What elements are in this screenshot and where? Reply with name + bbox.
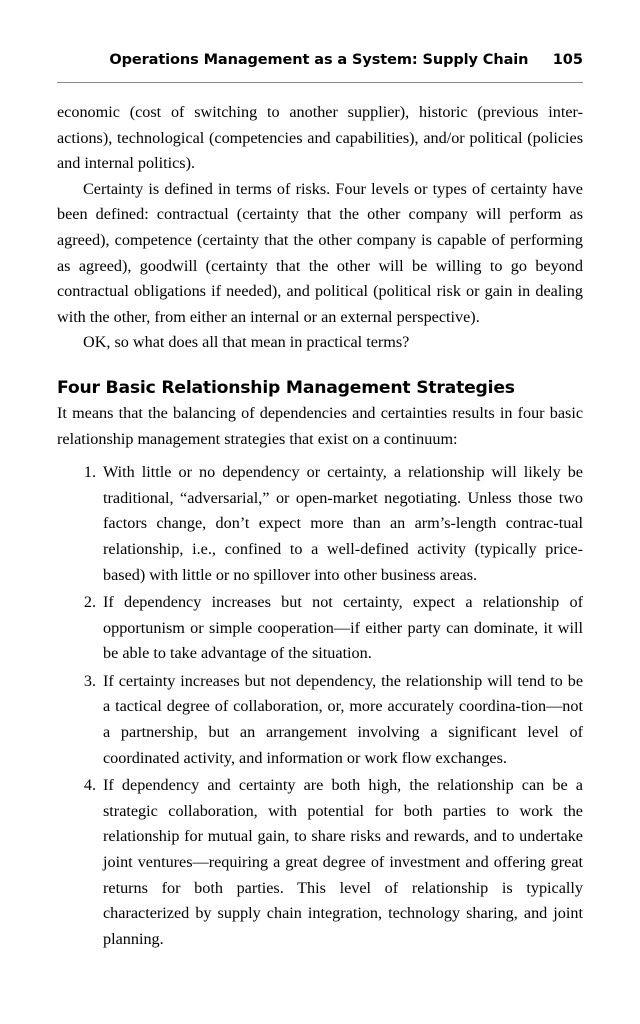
list-item-text: If dependency increases but not certainty, expect a relationship of opportunism or simple cooperation—if either party can dominate, it will be able to take advantage of the situation. [103,593,583,663]
list-item-number: 3. [83,671,96,690]
list-item [57,590,583,667]
list-item-text: With little or no dependency or certainty, a relationship will likely be traditional, “adversarial,” or open-market negotiating. Unless those two factors change, don’t expect more than an arm’s-length contrac-tual relationship, i.e., confined to a well-defined activity (typically price-based) with little or no spillover into other business areas. [103,463,583,584]
list-item [57,773,583,952]
list-item [57,669,583,771]
header-title: Operations Management as a System: Supply Chain [109,52,529,68]
section-heading: Four Basic Relationship Management Strategies [57,377,515,398]
paragraph-4: It means that the balancing of dependencies and certainties results in four basic relationship management strategies that exist on a continuum: [57,403,583,448]
list-item-number: 4. [83,776,96,795]
paragraph-1: economic (cost of switching to another supplier), historic (previous inter-actions), technological (competencies and capabilities), and/or political (policies and internal politics). [57,103,583,173]
running-header [57,52,583,68]
numbered-list [57,460,583,952]
paragraph-3: OK, so what does all that mean in practical terms? [83,333,410,352]
list-item [57,460,583,588]
header-divider [57,82,583,83]
list-item-number: 1. [83,463,96,482]
page-number: 105 [552,52,583,68]
list-item-number: 2. [83,593,96,612]
paragraph-2: Certainty is defined in terms of risks. Four levels or types of certainty have been defined: contractual (certainty that the other company will perform as agreed), competence (certainty that the other company is capable of performing as agreed), goodwill (certainty that the other will be willing to go beyond contractual obligations if needed), and political (political risk or gain in dealing with the other, from either an internal or an external perspective). [57,179,583,326]
list-item-text: If certainty increases but not dependency, the relationship will tend to be a tactical degree of collaboration, or, more accurately coordina-tion—not a partnership, but an arrangement involving a significant level of coordinated activity, and information or work flow exchanges. [103,671,583,767]
page-content [57,100,583,954]
list-item-text: If dependency and certainty are both high, the relationship can be a strategic collaboration, with potential for both parties to work the relationship for mutual gain, to share risks and rewards, and to undertake joint ventures—requiring a great degree of investment and offering great returns for both parties. This level of relationship is typically characterized by supply chain integration, technology sharing, and joint planning. [103,776,583,948]
